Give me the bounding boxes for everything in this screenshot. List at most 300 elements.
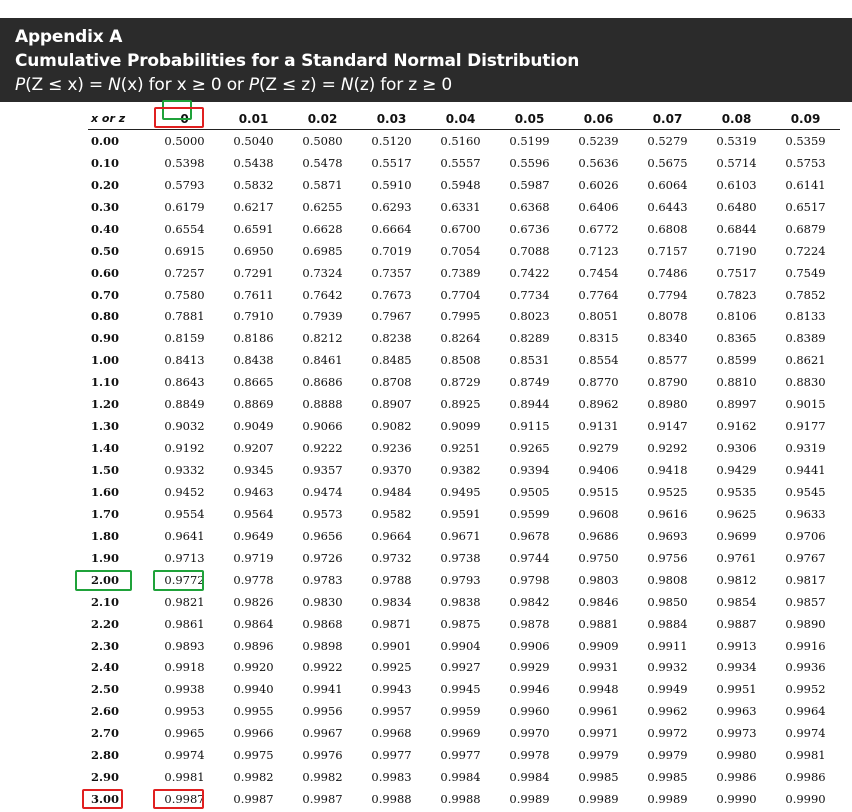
probability-cell: 0.8980 [647,397,688,412]
table-row [88,503,840,525]
probability-cell: 0.9901 [371,638,412,653]
table-row [88,371,840,393]
z-value: 2.30 [91,638,120,653]
z-value: 2.10 [91,594,120,609]
probability-cell: 0.9656 [302,528,343,543]
column-header: 0.01 [219,108,288,130]
probability-cell: 0.9793 [440,572,481,587]
table-row [88,481,840,503]
probability-cell: 0.9976 [302,748,343,763]
probability-cell: 0.9265 [509,441,550,456]
probability-cell: 0.9857 [785,594,826,609]
probability-cell: 0.7357 [371,265,412,280]
probability-cell: 0.8159 [164,331,205,346]
probability-cell: 0.6950 [233,243,274,258]
z-value: 0.30 [91,199,120,214]
probability-cell: 0.9984 [509,770,550,785]
probability-cell: 0.8749 [509,375,550,390]
probability-cell: 0.9989 [647,792,688,807]
table-row [88,788,840,810]
probability-cell: 0.7088 [509,243,550,258]
probability-cell: 0.9608 [578,506,619,521]
probability-cell: 0.6664 [371,221,412,236]
probability-cell: 0.9441 [785,463,826,478]
z-value: 0.90 [91,331,120,346]
column-header: 0.06 [564,108,633,130]
z-value: 1.90 [91,550,120,565]
probability-cell: 0.9719 [233,550,274,565]
probability-cell: 0.5080 [302,133,343,148]
probability-cell: 0.9981 [785,748,826,763]
formula-part: (z) for z ≥ 0 [353,75,453,95]
probability-cell: 0.7794 [647,287,688,302]
column-header: 0.05 [495,108,564,130]
probability-cell: 0.7157 [647,243,688,258]
probability-cell: 0.7291 [233,265,274,280]
probability-cell: 0.7967 [371,309,412,324]
column-header: 0.04 [426,108,495,130]
probability-cell: 0.9678 [509,528,550,543]
table-row [88,262,840,284]
probability-cell: 0.7486 [647,265,688,280]
probability-cell: 0.7995 [440,309,481,324]
probability-cell: 0.9989 [509,792,550,807]
probability-cell: 0.9798 [509,572,550,587]
probability-cell: 0.9989 [578,792,619,807]
normal-distribution-table-container [88,108,840,810]
probability-cell: 0.8238 [371,331,412,346]
table-formula [15,75,452,95]
table-row [88,657,840,679]
appendix-title: Appendix A [15,27,123,47]
probability-cell: 0.9964 [785,704,826,719]
probability-cell: 0.9931 [578,660,619,675]
z-value: 1.40 [91,441,120,456]
probability-cell: 0.9925 [371,660,412,675]
probability-cell: 0.9693 [647,528,688,543]
probability-cell: 0.6064 [647,177,688,192]
z-value: 1.50 [91,463,120,478]
probability-cell: 0.7454 [578,265,619,280]
z-value: 2.60 [91,704,120,719]
probability-cell: 0.9236 [371,441,412,456]
probability-cell: 0.9911 [647,638,688,653]
probability-cell: 0.9890 [785,616,826,631]
probability-cell: 0.9985 [647,770,688,785]
probability-cell: 0.6808 [647,221,688,236]
probability-cell: 0.9854 [716,594,757,609]
probability-cell: 0.6331 [440,199,481,214]
formula-part: P [248,75,259,95]
probability-cell: 0.9934 [716,660,757,675]
probability-cell: 0.5714 [716,155,757,170]
table-row [88,393,840,415]
probability-cell: 0.9969 [440,726,481,741]
probability-cell: 0.9049 [233,419,274,434]
probability-cell: 0.6915 [164,243,205,258]
probability-cell: 0.8365 [716,331,757,346]
probability-cell: 0.7224 [785,243,826,258]
probability-cell: 0.6368 [509,199,550,214]
probability-cell: 0.9974 [785,726,826,741]
probability-cell: 0.9929 [509,660,550,675]
probability-cell: 0.7549 [785,265,826,280]
probability-cell: 0.9641 [164,528,205,543]
probability-cell: 0.9959 [440,704,481,719]
probability-cell: 0.9953 [164,704,205,719]
z-value: 0.70 [91,287,120,302]
probability-cell: 0.9633 [785,506,826,521]
probability-cell: 0.9962 [647,704,688,719]
probability-cell: 0.9864 [233,616,274,631]
probability-cell: 0.9990 [716,792,757,807]
probability-cell: 0.8997 [716,397,757,412]
probability-cell: 0.9147 [647,419,688,434]
column-header: 0.08 [702,108,771,130]
table-row [88,635,840,657]
probability-cell: 0.8830 [785,375,826,390]
column-header: 0.07 [633,108,702,130]
z-value: 2.20 [91,616,120,631]
probability-cell: 0.7580 [164,287,205,302]
probability-cell: 0.5160 [440,133,481,148]
probability-cell: 0.9941 [302,682,343,697]
probability-cell: 0.9932 [647,660,688,675]
z-value: 2.80 [91,748,120,763]
probability-cell: 0.6736 [509,221,550,236]
probability-cell: 0.9686 [578,528,619,543]
table-row [88,152,840,174]
probability-cell: 0.9972 [647,726,688,741]
probability-cell: 0.9982 [233,770,274,785]
formula-part: (Z ≤ z) = [258,75,341,95]
probability-cell: 0.9099 [440,419,481,434]
probability-cell: 0.9850 [647,594,688,609]
probability-cell: 0.6517 [785,199,826,214]
probability-cell: 0.9987 [164,792,205,807]
z-value: 1.00 [91,353,120,368]
table-row [88,547,840,569]
probability-cell: 0.6772 [578,221,619,236]
probability-cell: 0.9699 [716,528,757,543]
z-value: 0.40 [91,221,120,236]
probability-cell: 0.9887 [716,616,757,631]
formula-part: (Z ≤ x) = [25,75,109,95]
probability-cell: 0.9726 [302,550,343,565]
probability-cell: 0.7422 [509,265,550,280]
probability-cell: 0.9015 [785,397,826,412]
probability-cell: 0.9988 [440,792,481,807]
z-value: 1.30 [91,419,120,434]
probability-cell: 0.9961 [578,704,619,719]
probability-cell: 0.9878 [509,616,550,631]
normal-distribution-table [88,108,840,810]
probability-cell: 0.7019 [371,243,412,258]
probability-cell: 0.9979 [647,748,688,763]
table-row [88,415,840,437]
probability-cell: 0.7517 [716,265,757,280]
probability-cell: 0.9783 [302,572,343,587]
probability-cell: 0.7852 [785,287,826,302]
probability-cell: 0.9977 [440,748,481,763]
probability-cell: 0.9985 [578,770,619,785]
probability-cell: 0.8531 [509,353,550,368]
probability-cell: 0.7054 [440,243,481,258]
probability-cell: 0.9452 [164,484,205,499]
probability-cell: 0.9842 [509,594,550,609]
probability-cell: 0.8554 [578,353,619,368]
probability-cell: 0.8485 [371,353,412,368]
probability-cell: 0.9920 [233,660,274,675]
probability-cell: 0.9394 [509,463,550,478]
z-value: 2.00 [91,572,120,587]
probability-cell: 0.9671 [440,528,481,543]
probability-cell: 0.5557 [440,155,481,170]
probability-cell: 0.9505 [509,484,550,499]
probability-cell: 0.8023 [509,309,550,324]
probability-cell: 0.8925 [440,397,481,412]
probability-cell: 0.5753 [785,155,826,170]
probability-cell: 0.5398 [164,155,205,170]
probability-cell: 0.9948 [578,682,619,697]
probability-cell: 0.9984 [440,770,481,785]
z-value: 2.40 [91,660,120,675]
probability-cell: 0.6293 [371,199,412,214]
probability-cell: 0.9582 [371,506,412,521]
probability-cell: 0.8264 [440,331,481,346]
formula-part: N [108,75,121,95]
probability-cell: 0.8133 [785,309,826,324]
table-body [88,130,840,811]
z-value: 0.20 [91,177,120,192]
probability-cell: 0.9916 [785,638,826,653]
probability-cell: 0.9332 [164,463,205,478]
probability-cell: 0.9713 [164,550,205,565]
probability-cell: 0.9788 [371,572,412,587]
probability-cell: 0.5793 [164,177,205,192]
probability-cell: 0.9977 [371,748,412,763]
probability-cell: 0.9732 [371,550,412,565]
probability-cell: 0.9830 [302,594,343,609]
probability-cell: 0.5359 [785,133,826,148]
probability-cell: 0.9957 [371,704,412,719]
probability-cell: 0.9649 [233,528,274,543]
probability-cell: 0.9306 [716,441,757,456]
probability-cell: 0.6554 [164,221,205,236]
probability-cell: 0.6844 [716,221,757,236]
probability-cell: 0.7257 [164,265,205,280]
probability-cell: 0.9918 [164,660,205,675]
probability-cell: 0.9756 [647,550,688,565]
probability-cell: 0.7823 [716,287,757,302]
probability-cell: 0.9987 [233,792,274,807]
probability-cell: 0.9812 [716,572,757,587]
probability-cell: 0.9884 [647,616,688,631]
probability-cell: 0.9066 [302,419,343,434]
probability-cell: 0.9357 [302,463,343,478]
probability-cell: 0.9484 [371,484,412,499]
probability-cell: 0.9909 [578,638,619,653]
probability-cell: 0.7910 [233,309,274,324]
probability-cell: 0.9960 [509,704,550,719]
probability-cell: 0.9382 [440,463,481,478]
probability-cell: 0.8508 [440,353,481,368]
probability-cell: 0.9968 [371,726,412,741]
table-row [88,349,840,371]
probability-cell: 0.9115 [509,419,550,434]
probability-cell: 0.8340 [647,331,688,346]
probability-cell: 0.9904 [440,638,481,653]
probability-cell: 0.8186 [233,331,274,346]
probability-cell: 0.9251 [440,441,481,456]
probability-cell: 0.9978 [509,748,550,763]
probability-cell: 0.9983 [371,770,412,785]
corner-label: x or z [88,108,150,130]
probability-cell: 0.9966 [233,726,274,741]
probability-cell: 0.8289 [509,331,550,346]
probability-cell: 0.8708 [371,375,412,390]
probability-cell: 0.9207 [233,441,274,456]
table-row [88,459,840,481]
probability-cell: 0.9990 [785,792,826,807]
probability-cell: 0.9981 [164,770,205,785]
probability-cell: 0.9987 [302,792,343,807]
probability-cell: 0.9971 [578,726,619,741]
table-row [88,130,840,152]
probability-cell: 0.9032 [164,419,205,434]
probability-cell: 0.9319 [785,441,826,456]
probability-cell: 0.9535 [716,484,757,499]
probability-cell: 0.6255 [302,199,343,214]
z-value: 2.90 [91,770,120,785]
probability-cell: 0.9988 [371,792,412,807]
probability-cell: 0.7734 [509,287,550,302]
probability-cell: 0.9970 [509,726,550,741]
table-row [88,766,840,788]
table-row [88,174,840,196]
probability-cell: 0.6879 [785,221,826,236]
table-row [88,744,840,766]
probability-cell: 0.5000 [164,133,205,148]
table-row [88,284,840,306]
probability-cell: 0.9664 [371,528,412,543]
probability-cell: 0.9868 [302,616,343,631]
probability-cell: 0.6591 [233,221,274,236]
probability-cell: 0.9861 [164,616,205,631]
probability-cell: 0.7673 [371,287,412,302]
probability-cell: 0.9772 [164,572,205,587]
probability-cell: 0.9817 [785,572,826,587]
probability-cell: 0.9893 [164,638,205,653]
probability-cell: 0.7389 [440,265,481,280]
probability-cell: 0.9761 [716,550,757,565]
probability-cell: 0.9955 [233,704,274,719]
probability-cell: 0.8686 [302,375,343,390]
table-row [88,437,840,459]
probability-cell: 0.9429 [716,463,757,478]
probability-cell: 0.5636 [578,155,619,170]
probability-cell: 0.5832 [233,177,274,192]
z-value: 1.80 [91,528,120,543]
probability-cell: 0.6406 [578,199,619,214]
column-header: 0.03 [357,108,426,130]
probability-cell: 0.7939 [302,309,343,324]
probability-cell: 0.9192 [164,441,205,456]
probability-cell: 0.8315 [578,331,619,346]
probability-cell: 0.7704 [440,287,481,302]
probability-cell: 0.5319 [716,133,757,148]
probability-cell: 0.8665 [233,375,274,390]
probability-cell: 0.9906 [509,638,550,653]
probability-cell: 0.8106 [716,309,757,324]
probability-cell: 0.5675 [647,155,688,170]
probability-cell: 0.9082 [371,419,412,434]
probability-cell: 0.8621 [785,353,826,368]
probability-cell: 0.6443 [647,199,688,214]
probability-cell: 0.8599 [716,353,757,368]
table-row [88,613,840,635]
probability-cell: 0.8643 [164,375,205,390]
probability-cell: 0.5239 [578,133,619,148]
probability-cell: 0.5517 [371,155,412,170]
table-row [88,591,840,613]
probability-cell: 0.6141 [785,177,826,192]
probability-cell: 0.9345 [233,463,274,478]
probability-cell: 0.8461 [302,353,343,368]
probability-cell: 0.9750 [578,550,619,565]
probability-cell: 0.5948 [440,177,481,192]
probability-cell: 0.8790 [647,375,688,390]
probability-cell: 0.5199 [509,133,550,148]
probability-cell: 0.5596 [509,155,550,170]
probability-cell: 0.9292 [647,441,688,456]
probability-cell: 0.8944 [509,397,550,412]
probability-cell: 0.5871 [302,177,343,192]
probability-cell: 0.9951 [716,682,757,697]
probability-cell: 0.7611 [233,287,274,302]
formula-part: (x) for x ≥ 0 or [120,75,249,95]
probability-cell: 0.9974 [164,748,205,763]
z-value: 0.60 [91,265,120,280]
probability-cell: 0.9821 [164,594,205,609]
probability-cell: 0.9898 [302,638,343,653]
probability-cell: 0.9474 [302,484,343,499]
probability-cell: 0.7642 [302,287,343,302]
probability-cell: 0.5279 [647,133,688,148]
probability-cell: 0.6179 [164,199,205,214]
probability-cell: 0.5120 [371,133,412,148]
probability-cell: 0.8888 [302,397,343,412]
probability-cell: 0.9945 [440,682,481,697]
table-header-row [88,108,840,130]
probability-cell: 0.9963 [716,704,757,719]
probability-cell: 0.8577 [647,353,688,368]
table-row [88,722,840,744]
table-row [88,569,840,591]
z-value: 0.00 [91,133,120,148]
probability-cell: 0.9744 [509,550,550,565]
probability-cell: 0.9979 [578,748,619,763]
probability-cell: 0.9949 [647,682,688,697]
probability-cell: 0.9279 [578,441,619,456]
table-row [88,240,840,262]
probability-cell: 0.8962 [578,397,619,412]
probability-cell: 0.6628 [302,221,343,236]
probability-cell: 0.9980 [716,748,757,763]
probability-cell: 0.9525 [647,484,688,499]
z-value: 0.50 [91,243,120,258]
probability-cell: 0.8729 [440,375,481,390]
